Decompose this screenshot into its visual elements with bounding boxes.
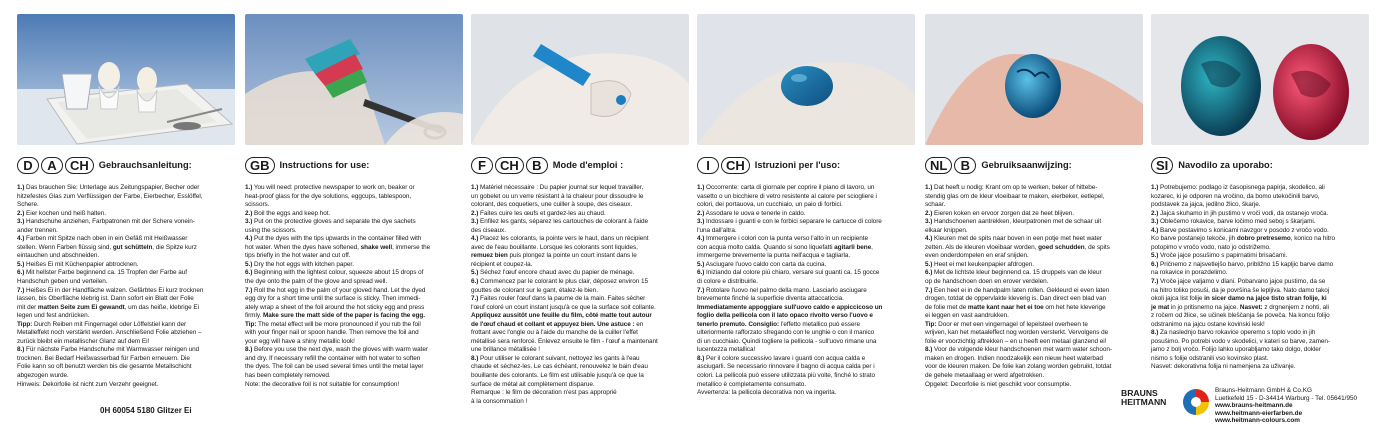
instruction-line: des ciseaux. <box>471 226 506 234</box>
instruction-line: Metalleffekt noch verstärkt werden. Anschließend Folie abziehen – <box>17 329 202 337</box>
section-title: Gebrauchsanleitung: <box>98 160 192 170</box>
photo-materials <box>17 14 235 145</box>
instruction-line: l'œuf coloré un court instant jusqu'à ce que la surface soit collante. <box>471 303 656 311</box>
instruction-line: maken en drogen. Indien noodzakelijk een nieuw heet waterbad <box>925 354 1103 362</box>
instruction-line: mit der matten Seite zum Ei gewandt, um das heiße, klebrige Ei <box>17 303 199 311</box>
instruction-line: 8.) Voor de volgende kleur handschoenen met warm water schoon- <box>925 346 1112 354</box>
instruction-line: okoli jajca list folije in sicer damo na jajce tisto stran folije, ki <box>1151 295 1327 303</box>
instruction-line: 2.) Eieren koken en ervoor zorgen dat ze heet blijven. <box>925 209 1074 217</box>
instruction-line: has been completely removed. <box>245 372 331 380</box>
instruction-line: hitzefestes Glas zum Verflüssigen der Farbe, Eierbecher, Esslöffel, <box>17 192 203 200</box>
instruction-line: vasetto o un bicchiere di vetro resistente al calore per sciogliere i <box>697 192 877 200</box>
section-title: Instructions for use: <box>279 160 370 170</box>
instructions-text <box>245 184 463 389</box>
instruction-line: Remarque : le film de décoration n'est pas approprié <box>471 389 617 397</box>
instruction-line: Avvertenza: la pellicola decorativa non va ingerita. <box>697 389 837 397</box>
instruction-line: 2.) Boil the eggs and keep hot. <box>245 209 331 217</box>
section-title: Mode d'emploi : <box>552 160 624 170</box>
section-header <box>925 155 1143 175</box>
instruction-line: 4.) Put the dyes with the tips upwards in the container filled with <box>245 235 422 243</box>
instruction-line: di un cucchiaio. Quindi togliere la pellicola - sull'uovo rimane una <box>697 337 877 345</box>
section-title: Navodilo za uporabo: <box>1178 160 1273 170</box>
instruction-line: 6.) Pričnemo z najsvetlejšo barvo, približno 15 kapljic barve damo <box>1151 260 1334 268</box>
instruction-line: Ko barve postanejo tekoče, jih dobro pretresemo, konico na hitro <box>1151 235 1336 243</box>
photo-cut-dyes <box>245 14 463 145</box>
instruction-line: metallico è completamente consumato. <box>697 380 807 388</box>
instruction-line: Nasvet: dekorativna folija ni namenjena za uživanje. <box>1151 363 1296 371</box>
brand-line: BRAUNS <box>1121 388 1158 398</box>
instruction-line: 1.) Dat heeft u nodig: Krant om op te werken, beker of hittebe- <box>925 184 1098 191</box>
country-badge: D <box>17 157 39 174</box>
instruction-line: stellen. Wenn Farben flüssig sind, gut schütteln, die Spitze kurz <box>17 243 197 251</box>
instruction-line: 4.) Barve postavimo s konicami navzgor v posodo z vročo vodo. <box>1151 226 1329 234</box>
instruction-line: even onderdompelen en eraf snijden. <box>925 252 1029 260</box>
country-badge: SI <box>1151 157 1173 174</box>
column-it <box>697 14 915 398</box>
instruction-line: Hinweis: Dekorfolie ist nicht zum Verzehr geeignet. <box>17 380 159 388</box>
column-de <box>17 14 235 389</box>
instruction-line: Appliquez aussitôt une feuille du film, côté matte tout autour <box>471 312 652 320</box>
instruction-line: 3.) Put on the protective gloves and separate the dye sachets <box>245 218 416 226</box>
instruction-line: bouillante des colorants. Le film est utilisable jusqu'à ce que la <box>471 372 644 380</box>
instruction-line: na hitro toliko posuši, da je površina še lepljiva. Nato damo takoj <box>1151 286 1330 294</box>
instruction-line: récipient et coupez-la. <box>471 260 533 268</box>
instruction-line: avec de l'eau bouillante. Lorsque les colorants sont liquides, <box>471 243 638 251</box>
instruction-line: zurück bleibt ein metallischer Glanz auf dem Ei! <box>17 337 150 345</box>
instruction-line: foglio della pellicola con il lato opaco rivolto verso l'uovo e <box>697 312 873 320</box>
instruction-line: 5.) Asciugare l'uovo caldo con carta da cucina. <box>697 260 827 268</box>
country-badge: A <box>41 157 63 174</box>
instruction-line: Note: the decorative foil is not suitable for consumption! <box>245 380 400 388</box>
country-badge: F <box>471 157 493 174</box>
instruction-line: 4.) Immergere i colori con la punta verso l'alto in un recipiente <box>697 235 868 243</box>
instruction-line: with your finger nail or spoon handle. Then remove the foil and <box>245 329 419 337</box>
company-address <box>1215 387 1357 425</box>
instruction-line: na rokavice in porazdelimo. <box>1151 269 1228 277</box>
instruction-line: lassen, bis Oberfläche klebrig ist. Dann sofort ein Blatt der Folie <box>17 295 194 303</box>
instruction-line: hot water. When the dyes have softened, shake well, immerse the <box>245 243 431 251</box>
instruction-line: Tip: Door er met een vingernagel of lepelsteel overheen te <box>925 320 1088 328</box>
instruction-line: à la consommation ! <box>471 397 528 405</box>
company-footer <box>1121 385 1371 429</box>
instruction-line: 1.) Occorrente: carta di giornale per coprire il piano di lavoro, un <box>697 184 875 191</box>
instruction-line: z ročem od žlice, se učinek bleščanja še poveča. Na koncu folijo <box>1151 312 1330 320</box>
instruction-line: 7.) Een heet ei in de handpalm laten rollen. Gekleurd ei even laten <box>925 286 1110 294</box>
column-nl <box>925 14 1143 389</box>
instructions-text <box>1151 184 1369 372</box>
country-badge: GB <box>245 157 275 174</box>
instruction-line: heat-proof glass for the dye solutions, eggcups, tablespoon, <box>245 192 412 200</box>
instruction-line: de gehele metaallaag er werd afgetrokken. <box>925 372 1045 380</box>
column-fr <box>471 14 689 406</box>
instruction-line: une brillance métallisée ! <box>471 346 541 354</box>
instruction-line: 7.) Vroče jajce valjamo v dlani. Pobarvano jajce pustimo, da se <box>1151 278 1326 286</box>
instruction-line: 2.) Faites cuire les œufs et gardez-les au chaud. <box>471 209 606 217</box>
column-gb <box>245 14 463 389</box>
country-badge: CH <box>495 157 524 174</box>
instruction-line: Immediatamente appoggiare sull'uovo caldo e appiccicoso un <box>697 303 883 311</box>
instruction-line: 1.) Das brauchen Sie: Unterlage aus Zeitungspapier, Becher oder <box>17 184 200 191</box>
instruction-line: métallisé sera renforcé. Enlevez ensuite le film - l'œuf a maintenant <box>471 337 658 345</box>
instruction-line: zetten. Als de kleuren vloeibaar worden, goed schudden, de spits <box>925 243 1110 251</box>
country-badge: B <box>526 157 548 174</box>
instruction-line: 3.) Oblečemo rokavice, barve ločimo med seboj s škarjami. <box>1151 218 1316 226</box>
instruction-line: 1.) Potrebujemo: podlago iz časopisnega papirja, skodelico, ali <box>1151 184 1325 191</box>
instruction-line: the dyes. The foil can be used several times until the metal layer <box>245 363 424 371</box>
company-name: Brauns-Heitmann GmbH & Co.KG <box>1215 387 1312 394</box>
instruction-line: Handschuh geben und verteilen. <box>17 278 108 286</box>
instruction-line: lucentezza metallica! <box>697 346 756 354</box>
instruction-line: tenerlo premuto. Consiglio: l'effetto metallico può essere <box>697 320 860 328</box>
website-link[interactable]: www.brauns-heitmann.de <box>1215 402 1293 410</box>
instruction-line: your egg will have a shiny metallic look! <box>245 337 355 345</box>
instruction-line: Tip: The metal effect will be more pronounced if you rub the foil <box>245 320 421 328</box>
instruction-line: kozarec, ki je odporen na vročino, da bomo utekočinili barvo, <box>1151 192 1320 200</box>
website-link[interactable]: www.heitmann-eierfarben.de <box>1215 409 1303 417</box>
instruction-line: nismo s folije odstranili vso kovinsko plast. <box>1151 354 1269 362</box>
instruction-line: asciugarli. Se necessario rinnovare il bagno di acqua calda per i <box>697 363 875 371</box>
instruction-line: l'una dall'altra. <box>697 226 737 234</box>
section-header <box>245 155 463 175</box>
instruction-line: un gobelet ou un verre résistant à la chaleur pour dissoudre le <box>471 192 644 200</box>
photo-foil-egg <box>925 14 1143 145</box>
instruction-line: trocknen. Bei Bedarf Heißwasserbad für Farben erneuern. Die <box>17 354 190 362</box>
instruction-line: and dry. If necessary refill the container with hot water to soften <box>245 354 421 362</box>
instructions-text <box>471 184 689 406</box>
instruction-line: ei leggen en vast aandrukken. <box>925 312 1009 320</box>
instruction-line: 8.) Für nächste Farbe Handschuhe mit Warmwasser reinigen und <box>17 346 200 354</box>
instruction-line: surface de métal ait complètement disparue. <box>471 380 595 388</box>
photo-finished-eggs <box>1151 14 1369 145</box>
instruction-line: remuez bien puis plongez la pointe un court instant dans le <box>471 252 637 260</box>
instruction-line: 5.) Séchez l'œuf encore chaud avec du papier de ménage. <box>471 269 635 277</box>
column-si <box>1151 14 1369 372</box>
instruction-line: 7.) Roll the hot egg in the palm of your gloved hand. Let the dyed <box>245 286 426 294</box>
instruction-line: op de handschoen doen en erover verdelen. <box>925 278 1049 286</box>
instruction-line: chaude et séchez-les. Le cas échéant, renouvelez le bain d'eau <box>471 363 648 371</box>
country-badge: NL <box>925 157 952 174</box>
instruction-line: Schere. <box>17 201 39 209</box>
instruction-line: 3.) Handschuhe anziehen, Farbpatronen mit der Schere vonein- <box>17 218 195 226</box>
instruction-line: 6.) Met de lichtste kleur beginnend ca. 15 druppels van de kleur <box>925 269 1102 277</box>
product-code: 0H 60054 5180 Glitzer Ei <box>100 406 192 415</box>
instruction-line: colori, dei portauova, un cucchiaio, un paio di forbici. <box>697 201 843 209</box>
instruction-line: stendig glas om de kleur vloeibaar te maken, eierbeker, eetlepel, <box>925 192 1105 200</box>
instruction-line: 8.) Pour utiliser le colorant suivant, nettoyez les gants à l'eau <box>471 354 640 362</box>
instruction-line: 8.) Za naslednjo barvo rokavice operemo s toplo vodo in jih <box>1151 329 1316 337</box>
section-header <box>471 155 689 175</box>
instructions-text <box>697 184 915 398</box>
country-badge: CH <box>721 157 750 174</box>
instruction-line: posušimo. Po potrebi vodo v skodelici, v kateri so barve, zamen- <box>1151 337 1331 345</box>
instruction-line: de folie met de matte kant naar het ei toe om het hete kleverige <box>925 303 1106 311</box>
instruction-line: 2.) Assodare le uova e tenerle in caldo. <box>697 209 806 217</box>
instruction-line: voor de kleuren maken. De folie kan zolang worden gebruikt, totdat <box>925 363 1112 371</box>
brand-logo-icon <box>1181 387 1211 417</box>
instruction-line: abgezogen wurde. <box>17 372 69 380</box>
instruction-line: brevemente finché la superficie diventa attaccaticcia. <box>697 295 844 303</box>
instruction-line: odstranimo na jajcu ostane kovinski lesk! <box>1151 320 1265 328</box>
instruction-line: legen und fest andrücken. <box>17 312 90 320</box>
instruction-line: firmly. Make sure the matt side of the paper is facing the egg. <box>245 312 425 320</box>
instruction-line: 5.) Heißes Ei mit Küchenpapier abtrocknen. <box>17 260 139 268</box>
instruction-line: 6.) Beginning with the lightest colour, squeeze about 15 drops of <box>245 269 424 277</box>
country-badge: B <box>954 157 976 174</box>
instruction-line: 3.) Enfilez les gants, séparez les cartouches de colorant à l'aide <box>471 218 648 226</box>
instruction-line: drogen, totdat de oppervlakte kleverig is. Dan direct een blad van <box>925 295 1107 303</box>
instruction-line: using the scissors. <box>245 226 297 234</box>
instruction-line: podstavek za jajca, jedilno žlico, škarje. <box>1151 201 1261 209</box>
instruction-line: 5.) Dry the hot eggs with kitchen paper. <box>245 260 354 268</box>
section-title: Istruzioni per l'uso: <box>754 160 841 170</box>
instructions-text <box>17 184 235 389</box>
instruction-line: potopimo v vročo vodo, nato jo odstrižemo. <box>1151 243 1271 251</box>
instruction-line: 7.) Rotolare l'uovo nel palmo della mano. Lasciarlo asciugare <box>697 286 867 294</box>
instruction-line: Opgelet: Decorfolie is niet geschikt voor consumptie. <box>925 380 1072 388</box>
instruction-line: jamo z bolj vročo. Folijo lahko uporabljamo tako dolgo, dokler <box>1151 346 1321 354</box>
instruction-line: 2.) Eier kochen und heiß halten. <box>17 209 106 217</box>
instruction-line: 4.) Placez les colorants, la pointe vers le haut, dans un récipient <box>471 235 649 243</box>
country-badge: I <box>697 157 719 174</box>
instruction-line: Folie kann so oft benutzt werden bis die gesamte Metallschicht <box>17 363 192 371</box>
instruction-line: the dye onto the palm of the glove and spread well. <box>245 278 388 286</box>
instruction-line: frottant avec l'ongle ou à l'aide du manche de la cuiller l'effet <box>471 329 638 337</box>
brand-name <box>1121 389 1166 407</box>
section-header <box>17 155 235 175</box>
instruction-line: 5.) Vroče jajce posušimo s papirnatimi brisačami. <box>1151 252 1288 260</box>
instruction-line: 5.) Heet ei met keukenpapier afdrogen. <box>925 260 1034 268</box>
instruction-line: con acqua molto calda. Quando si sono liquefatti agitarli bene, <box>697 243 873 251</box>
instruction-line: de l'œuf chaud et collant et appuyez bien. Une astuce : en <box>471 320 644 328</box>
country-badge: CH <box>65 157 94 174</box>
instruction-line: 6.) Iniziando dal colore più chiaro, versare sui guanti ca. 15 gocce <box>697 269 880 277</box>
instruction-line: scissors. <box>245 201 270 209</box>
instruction-line: elkaar knippen. <box>925 226 968 234</box>
instruction-line: tips briefly in the hot water and cut off. <box>245 252 351 260</box>
instruction-line: Tipp: Durch Reiben mit Fingernagel oder Löffelstiel kann der <box>17 320 187 328</box>
instruction-line: ander trennen. <box>17 226 58 234</box>
instruction-line: 8.) Before you use the next dye, wash the gloves with warm water <box>245 346 428 354</box>
instruction-line: egg dry for a short time until the surface is sticky. Then immedi- <box>245 295 421 303</box>
instruction-line: ately wrap a sheet of the foil around the hot sticky egg and press <box>245 303 425 311</box>
street-address: Luetkefeld 15 - D-34414 Warburg - Tel. 05641/950 <box>1215 394 1358 402</box>
instruction-line: 7.) Heißes Ei in der Handfläche walzen. Gefärbtes Ei kurz trocknen <box>17 286 204 294</box>
instruction-line: 2.) Jajca skuhamo in jih pustimo v vroči vodi, da ostanejo vroča. <box>1151 209 1329 217</box>
instruction-line: schaar. <box>925 201 946 209</box>
instruction-line: 8.) Per il colore successivo lavare i guanti con acqua calda e <box>697 354 866 362</box>
instruction-line: 1.) Matériel nécessaire : Du papier journal sur lequel travailler, <box>471 184 644 191</box>
instruction-line: eintauchen und abschneiden. <box>17 252 100 260</box>
instruction-line: je mat in jo pritisnemo na jajce. Nasvet: z drgnenjem z nohti, ali <box>1151 303 1329 311</box>
instruction-line: gouttes de colorant sur le gant, étalez-le bien. <box>471 286 598 294</box>
section-title: Gebruiksaanwijzing: <box>981 160 1072 170</box>
instruction-line: 6.) Commencez par le colorant le plus clair, déposez environ 15 <box>471 278 648 286</box>
instruction-line: colorant, des coquetiers, une cuiller à soupe, des ciseaux. <box>471 201 633 209</box>
photo-roll-egg <box>697 14 915 145</box>
website-link[interactable]: www.heitmann-colours.com <box>1215 417 1300 425</box>
instruction-line: ulteriormente rafforzato sfregando con le unghie o con il manico <box>697 329 875 337</box>
instruction-line: di colore e distribuirle. <box>697 278 758 286</box>
instruction-line: 3.) Handschoenen aantrekken, kleurpatronen met de schaar uit <box>925 218 1102 226</box>
instruction-line: wrijven, kan het metaaleffect nog worden versterkt. Vervolgens de <box>925 329 1109 337</box>
instruction-line: colori. La pellicola può essere utilizzata più volte, finché lo strato <box>697 372 876 380</box>
instruction-line: 7.) Faites rouler l'œuf dans la paume de la main. Faites sécher <box>471 295 646 303</box>
brand-line: HEITMANN <box>1121 397 1167 407</box>
instruction-line: 4.) Farben mit Spitze nach oben in ein Gefäß mit Heißwasser <box>17 235 188 243</box>
section-header <box>1151 155 1369 175</box>
instruction-line: 1.) You will need: protective newspaper to work on, beaker or <box>245 184 415 191</box>
instruction-line: 6.) Mit hellster Farbe beginnend ca. 15 Tropfen der Farbe auf <box>17 269 187 277</box>
instructions-text <box>925 184 1143 389</box>
instruction-line: immergerne brevemente la punta nell'acqua e tagliarla. <box>697 252 851 260</box>
photo-drop-dye <box>471 14 689 145</box>
section-header <box>697 155 915 175</box>
instruction-line: folie er voorzichtig aftrekken – en u heeft een metaal glanzend ei! <box>925 337 1107 345</box>
instruction-line: 3.) Indossare i guanti e con le forbici separare le cartucce di colore <box>697 218 882 226</box>
instruction-line: 4.) Kleuren met de spits naar boven in een potje met heet water <box>925 235 1102 243</box>
